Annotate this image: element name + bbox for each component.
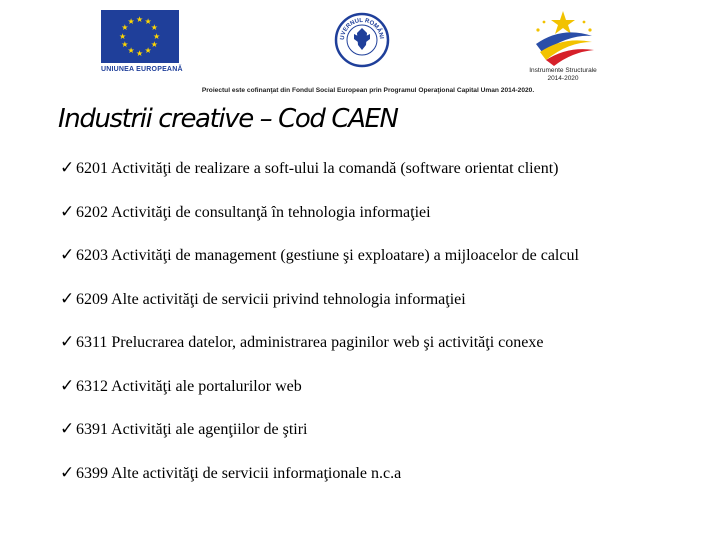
caen-list-item — [60, 332, 579, 376]
eu-star-icon: ★ — [153, 31, 161, 41]
eu-star-icon: ★ — [121, 40, 129, 49]
eu-star-icon: ★ — [136, 14, 144, 24]
eu-logo — [101, 10, 181, 76]
caen-code-list — [60, 158, 579, 506]
structural-instruments-logo — [522, 8, 604, 86]
checkmark-icon: ✓ — [60, 245, 75, 264]
caen-item-text: 6311 Prelucrarea datelor, administrarea paginilor web şi activităţi conexe — [76, 334, 544, 351]
caen-item-text: 6202 Activităţi de consultanţă în tehnologia informaţiei — [76, 203, 431, 221]
eu-star-icon: ★ — [144, 16, 152, 26]
structural-instruments-label — [522, 67, 604, 83]
caen-list-item — [60, 289, 579, 333]
page-title: Industrii creative – Cod CAEN — [58, 104, 398, 134]
eu-star-icon: ★ — [150, 23, 158, 32]
eu-star-icon: ★ — [150, 40, 158, 49]
checkmark-icon: ✓ — [60, 375, 75, 395]
eu-star-icon: ★ — [144, 46, 152, 56]
caen-list-item — [60, 158, 579, 202]
eu-star-icon: ★ — [121, 23, 129, 32]
eu-star-icon: ★ — [119, 31, 127, 41]
eu-star-icon: ★ — [127, 46, 135, 56]
caen-item-text: 6209 Alte activităţi de servicii privind tehnologia informaţiei — [76, 290, 466, 308]
structural-instruments-years: 2014-2020 — [547, 75, 579, 82]
caen-list-item — [60, 419, 579, 463]
eu-label: UNIUNEA EUROPEANĂ — [101, 66, 183, 73]
checkmark-icon: ✓ — [60, 158, 75, 177]
caen-item-text: 6391 Activităţi ale agenţiilor de ştiri — [76, 421, 308, 438]
checkmark-icon: ✓ — [60, 201, 75, 221]
caen-item-text: 6203 Activităţi de management (gestiune şi exploatare) a mijloacelor de calcul — [76, 247, 579, 264]
checkmark-icon: ✓ — [60, 462, 75, 482]
caen-list-item — [60, 463, 579, 507]
eu-star-icon: ★ — [136, 48, 144, 58]
caen-list-item — [60, 245, 579, 289]
structural-instruments-star-icon — [522, 8, 604, 66]
checkmark-icon: ✓ — [60, 419, 75, 438]
government-seal-logo — [334, 12, 390, 68]
eu-flag-icon — [101, 10, 179, 63]
structural-instruments-line1: Instrumente Structurale — [529, 67, 597, 74]
checkmark-icon: ✓ — [60, 288, 75, 308]
romanian-government-seal-icon — [334, 12, 390, 68]
caen-list-item — [60, 376, 579, 420]
caen-list-item — [60, 202, 579, 246]
caen-item-text: 6399 Alte activităţi de servicii informaţionale n.c.a — [76, 464, 402, 482]
seal-text: UVERNUL ROMÂNI — [339, 17, 384, 41]
checkmark-icon: ✓ — [60, 332, 75, 351]
caen-item-text: 6312 Activităţi ale portalurilor web — [76, 377, 302, 395]
funding-note: Proiectul este cofinanţat din Fondul Social European prin Programul Operaţional Capital Uman 2014-2020. — [201, 87, 535, 94]
caen-item-text: 6201 Activităţi de realizare a soft-ului la comandă (software orientat client) — [76, 160, 559, 177]
eu-star-icon: ★ — [127, 16, 135, 26]
